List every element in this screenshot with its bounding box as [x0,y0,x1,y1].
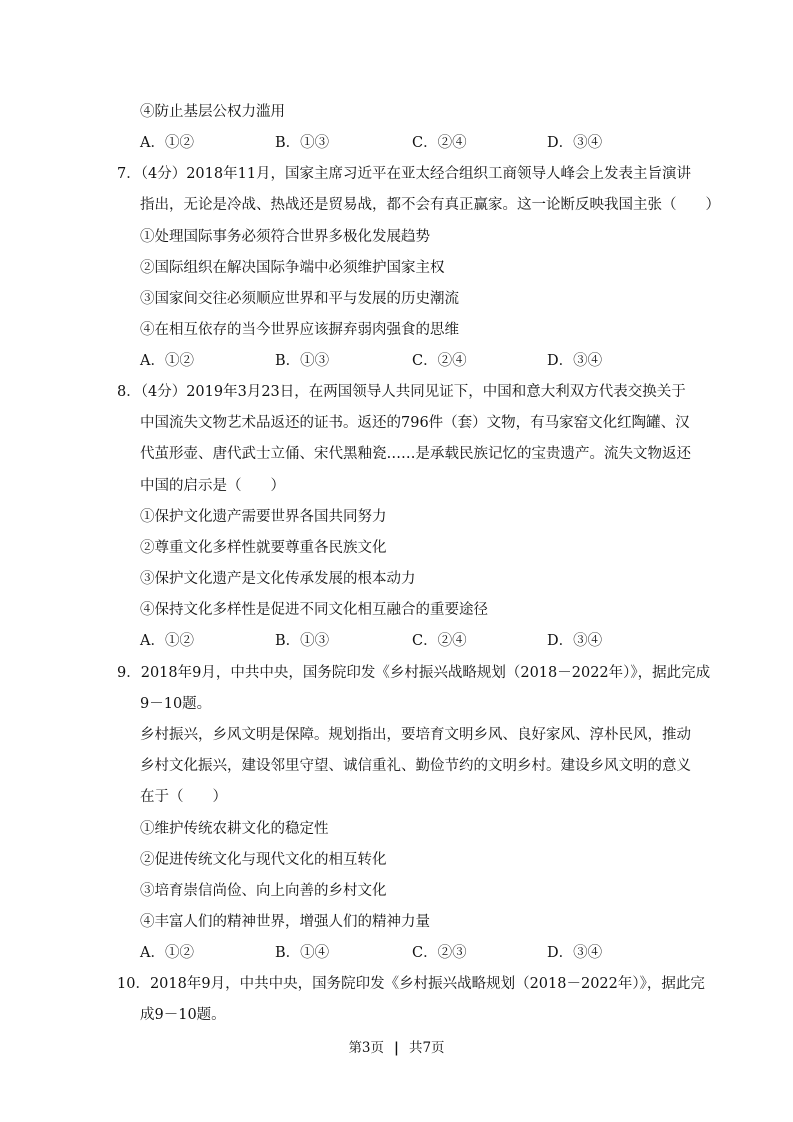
question-stem: 指出，无论是冷战、热战还是贸易战，都不会有真正赢家。这一论断反映我国主张（ ） [140,197,720,213]
page-number: 第3页 [348,1040,385,1056]
choice-a: A．①② [140,353,194,369]
q10-intro-line-2 [0,1004,793,1026]
q9-choices-line [0,942,793,964]
q9-option-1 [0,818,793,840]
q10-intro-line-1 [0,973,793,995]
q9-intro-line-1 [0,662,793,684]
question-stem: 在于（ ） [140,789,227,805]
q8-option-2 [0,537,793,559]
question-stem: 9．2018年9月，中共中央，国务院印发《乡村振兴战略规划（2018－2022年）》，据此完成 [117,665,711,681]
question-stem: 乡村文化振兴，建设邻里守望、诚信重礼、勤俭节约的文明乡村。建设乡风文明的意义 [140,758,691,774]
question-stem: 中国流失文物艺术品返还的证书。返还的796件（套）文物，有马家窑文化红陶罐、汉 [140,415,690,431]
question-stem: 8．（4分）2019年3月23日，在两国领导人共同见证下，中国和意大利双方代表交换关于 [117,384,686,400]
q7-stem-line-1 [0,163,793,185]
option-text: ④保持文化多样性是促进不同文化相互融合的重要途径 [140,602,488,618]
option-text: ③培育崇信尚俭、向上向善的乡村文化 [140,883,387,899]
q8-choices-line [0,630,793,652]
question-stem: 成9－10题。 [140,1007,226,1023]
q9-option-4 [0,911,793,933]
q9-stem-line-1 [0,724,793,746]
choice-b: B．①④ [275,945,330,961]
question-stem: 10．2018年9月，中共中央，国务院印发《乡村振兴战略规划（2018－2022年）》，据此完 [117,976,705,992]
choice-d: D．③④ [547,633,603,649]
q9-option-2 [0,849,793,871]
q8-option-3 [0,568,793,590]
option-text: ②促进传统文化与现代文化的相互转化 [140,852,387,868]
option-text: ④防止基层公权力滥用 [140,104,285,120]
q7-option-4 [0,319,793,341]
prev-choices-line [0,132,793,154]
q7-stem-line-2 [0,194,793,216]
q9-option-3 [0,880,793,902]
page-footer [0,1038,793,1058]
question-stem: 7．（4分）2018年11月，国家主席习近平在亚太经合组织工商领导人峰会上发表主旨演讲 [117,166,692,182]
choice-d: D．③④ [547,353,603,369]
q9-stem-line-2 [0,755,793,777]
q7-option-3 [0,288,793,310]
q9-stem-line-3 [0,786,793,808]
q8-option-1 [0,506,793,528]
choice-a: A．①② [140,135,194,151]
option-text: ①保护文化遗产需要世界各国共同努力 [140,509,387,525]
q8-option-4 [0,599,793,621]
q7-choices-line [0,350,793,372]
option-text: ①处理国际事务必须符合世界多极化发展趋势 [140,229,430,245]
choice-d: D．③④ [547,945,603,961]
choice-a: A．①② [140,945,194,961]
choice-b: B．①③ [275,353,330,369]
choice-c: C．②③ [412,945,467,961]
question-stem: 9－10题。 [140,696,212,712]
q8-stem-line-3 [0,443,793,465]
choice-d: D．③④ [547,135,603,151]
q8-stem-line-2 [0,412,793,434]
option-text: ②尊重文化多样性就要尊重各民族文化 [140,540,387,556]
footer-separator: | [394,1040,399,1056]
choice-a: A．①② [140,633,194,649]
choice-b: B．①③ [275,633,330,649]
q9-intro-line-2 [0,693,793,715]
option-text: ④在相互依存的当今世界应该摒弃弱肉强食的思维 [140,322,459,338]
question-stem: 中国的启示是（ ） [140,478,285,494]
page-total: 共7页 [408,1040,445,1056]
choice-c: C．②④ [412,135,467,151]
option-text: ②国际组织在解决国际争端中必须维护国家主权 [140,260,445,276]
option-text: ④丰富人们的精神世界，增强人们的精神力量 [140,914,430,930]
choice-b: B．①③ [275,135,330,151]
question-stem: 乡村振兴，乡风文明是保障。规划指出，要培育文明乡风、良好家风、淳朴民风，推动 [140,727,691,743]
question-stem: 代茧形壶、唐代武士立俑、宋代黑釉瓷……是承载民族记忆的宝贵遗产。流失文物返还 [140,446,691,462]
prev-option-4-line [0,101,793,123]
option-text: ③国家间交往必须顺应世界和平与发展的历史潮流 [140,291,459,307]
option-text: ③保护文化遗产是文化传承发展的根本动力 [140,571,416,587]
choice-c: C．②④ [412,633,467,649]
choice-c: C．②④ [412,353,467,369]
q8-stem-line-4 [0,475,793,497]
q8-stem-line-1 [0,381,793,403]
option-text: ①维护传统农耕文化的稳定性 [140,821,329,837]
q7-option-2 [0,257,793,279]
q7-option-1 [0,226,793,248]
